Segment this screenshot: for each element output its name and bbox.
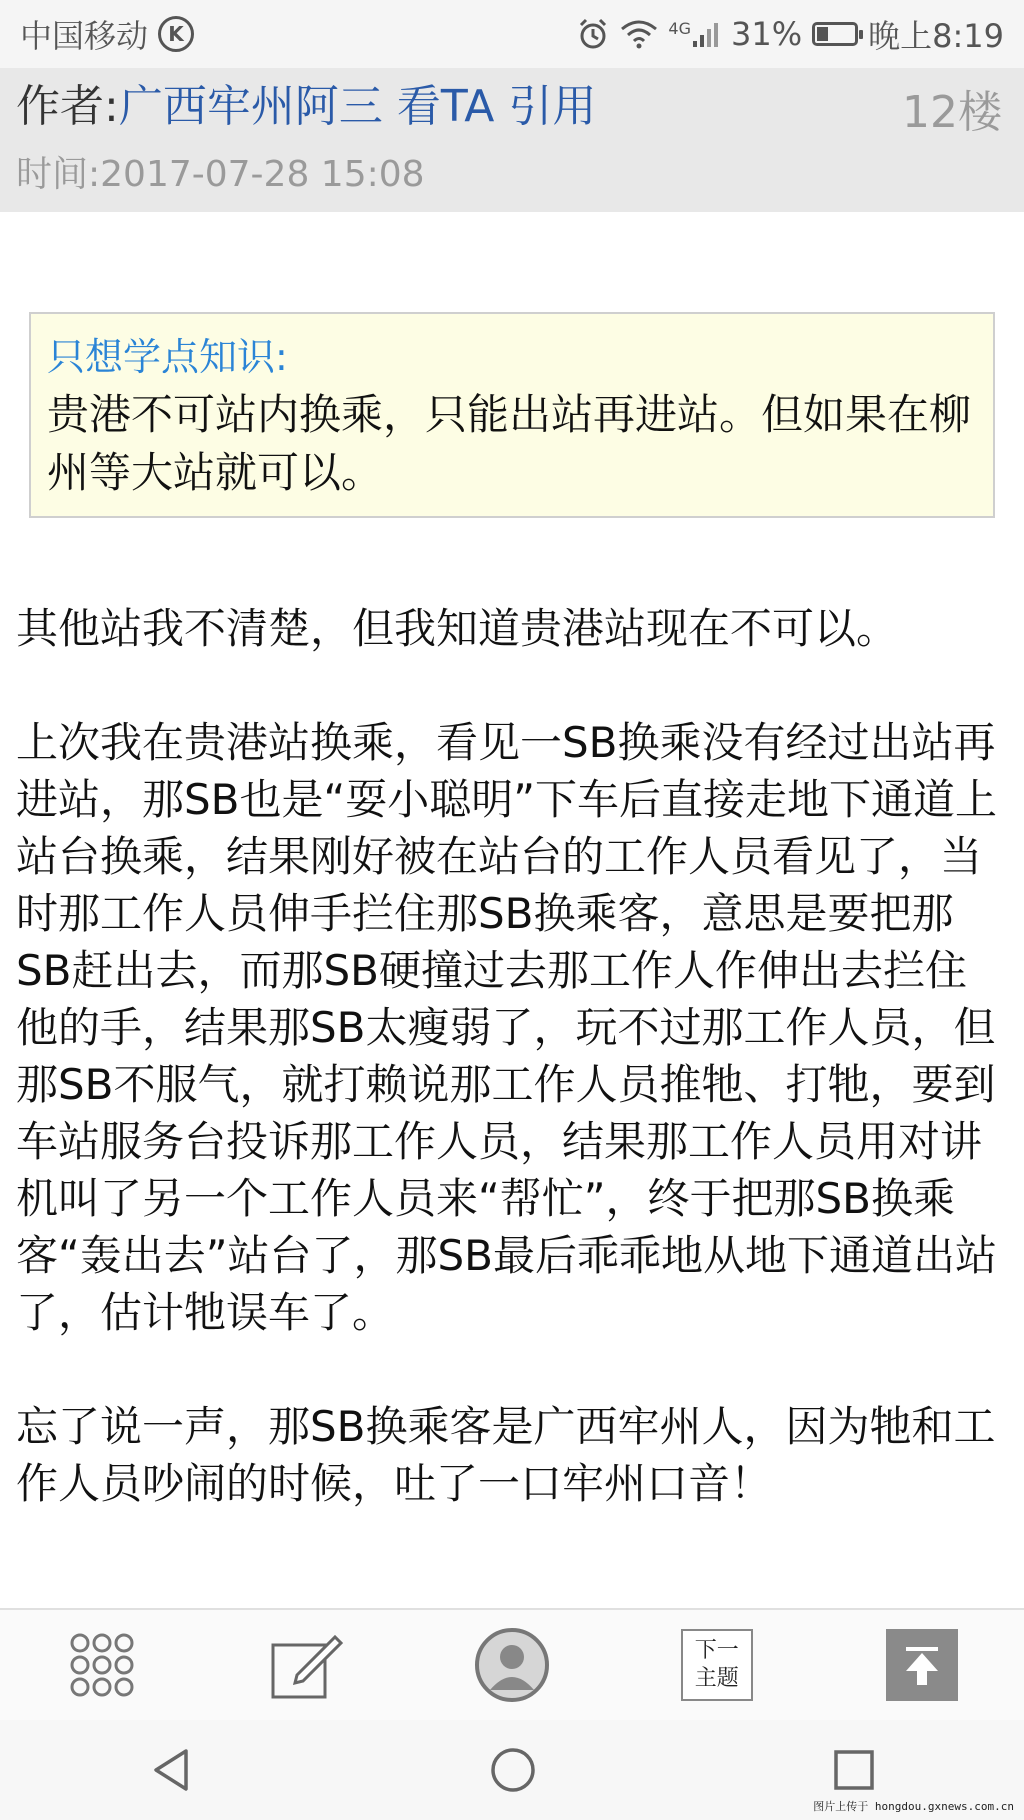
user-avatar-icon: [473, 1626, 551, 1704]
system-nav-bar: [0, 1720, 1024, 1820]
post-header: [0, 68, 1024, 212]
post-paragraph: 上次我在贵港站换乘，看见一SB换乘没有经过出站再进站，那SB也是“耍小聪明”下车后直接走地下通道上站台换乘，结果刚好被在站台的工作人员看见了，当时那工作人员伸手拦住那SB换乘客，意思是要把那SB赶出去，而那SB硬撞过去那工作人作伸出去拦住他的手，结果那SB太瘦弱了，玩不过那工作人员，但那SB不服气，就打赖说那工作人员推牠、打牠，要到车站服务台投诉那工作人员，结果那工作人员用对讲机叫了另一个工作人员来“帮忙”，终于把那SB换乘客“轰出去”站台了，那SB最后乖乖地从地下通道出站了，估计牠误车了。: [16, 718, 997, 1337]
menu-grid-button[interactable]: [57, 1620, 147, 1710]
quote-link[interactable]: 引用: [508, 81, 597, 132]
recents-square-icon[interactable]: [832, 1748, 876, 1792]
status-left: [20, 11, 194, 57]
status-bar: [0, 0, 1024, 68]
cell-signal-icon: [668, 19, 721, 49]
quote-box: [29, 312, 995, 518]
post-content: [16, 600, 1006, 1569]
next-topic-button[interactable]: [672, 1620, 762, 1710]
home-circle-icon[interactable]: [489, 1746, 537, 1794]
next-topic-label: [681, 1629, 753, 1701]
post-time: 时间:2017-07-28 15:08: [16, 154, 425, 195]
quote-author: 只想学点知识:: [47, 335, 288, 379]
floor-number: 12楼: [902, 87, 1002, 138]
bottom-toolbar: [0, 1608, 1024, 1720]
edit-icon: [269, 1629, 345, 1701]
scroll-top-button[interactable]: [877, 1620, 967, 1710]
scroll-top-icon: [886, 1629, 958, 1701]
back-triangle-icon[interactable]: [148, 1747, 194, 1793]
quote-text: 贵港不可站内换乘，只能出站再进站。但如果在柳州等大站就可以。: [47, 390, 972, 497]
author-line: [16, 78, 1008, 136]
next-topic-line2: 主题: [694, 1666, 739, 1691]
post-paragraph: 忘了说一声，那SB换乘客是广西牢州人，因为牠和工作人员吵闹的时候，吐了一口牢州口音！: [16, 1402, 996, 1508]
alarm-clock-icon: [576, 17, 610, 51]
wifi-icon: [620, 19, 658, 49]
battery-icon: [812, 22, 858, 46]
clock-time: 晚上8:19: [868, 17, 1004, 55]
grid-icon: [66, 1629, 138, 1701]
profile-button[interactable]: [467, 1620, 557, 1710]
post-paragraph: 其他站我不清楚，但我知道贵港站现在不可以。: [16, 604, 899, 653]
next-topic-line1: 下一: [694, 1638, 739, 1663]
carrier-name: 中国移动: [20, 17, 149, 55]
watermark-text: 图片上传于 hongdou.gxnews.com.cn: [813, 1800, 1014, 1813]
view-author-link[interactable]: 看TA: [396, 81, 495, 132]
status-right: [576, 11, 1004, 57]
author-label: 作者:: [16, 81, 119, 132]
battery-percent: 31%: [731, 15, 803, 53]
network-type: 4G: [668, 19, 691, 38]
author-name-link[interactable]: 广西牢州阿三: [118, 81, 383, 132]
compose-button[interactable]: [262, 1620, 352, 1710]
carrier-badge-icon: K: [158, 16, 194, 52]
